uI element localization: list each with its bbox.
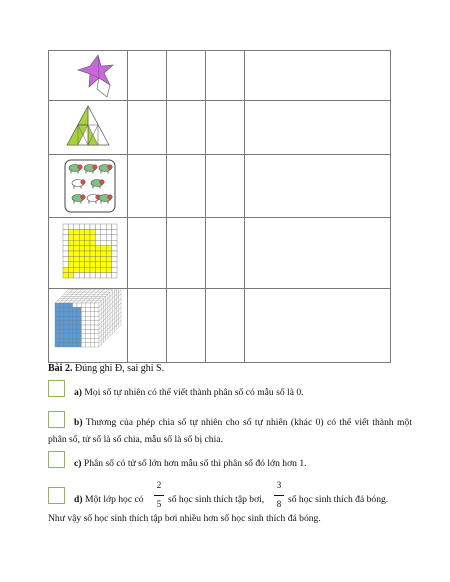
- table-cell: [206, 101, 245, 155]
- statement-c: c) Phân số có tử số lớn hơn mẫu số thì phân số đó lớn hơn 1.: [48, 451, 412, 471]
- fraction-two-fifths: $\frac{2}{5}$: [154, 477, 164, 513]
- table-cell: [245, 51, 391, 101]
- cube-figure: [49, 289, 127, 362]
- table-cell: [128, 101, 167, 155]
- statement-a: a) Mọi số tự nhiên có thể viết thành phân số có mẫu số là 0.: [48, 380, 412, 400]
- fraction-three-eighths: $\frac{3}{8}$: [274, 477, 284, 513]
- answer-checkbox-c[interactable]: [48, 451, 65, 468]
- figure-cell-cube: [49, 289, 128, 363]
- table-cell: [167, 51, 206, 101]
- table-cell: [167, 101, 206, 155]
- figure-cell-star: [49, 51, 128, 101]
- table-cell: [245, 155, 391, 218]
- table-cell: [128, 289, 167, 363]
- table-cell: [206, 51, 245, 101]
- figure-cell-grid: [49, 218, 128, 289]
- table-cell: [245, 101, 391, 155]
- statement-d: d) Một lớp học có $\frac{2}{5}$ số học sinh thích tập bơi, $\frac{3}{8}$ số học sinh thích đá bóng. Như vậy số học sinh thích tập bơi nhiều hơn số học sinh thích đá bóng.: [48, 477, 412, 527]
- answer-checkbox-d[interactable]: [48, 487, 65, 504]
- answer-checkbox-a[interactable]: [48, 380, 65, 397]
- exercise-title: Bài 2. Đúng ghi Đ, sai ghi S.: [48, 363, 165, 374]
- figure-cell-elephants: [49, 155, 128, 218]
- grid-figure: [49, 218, 127, 288]
- statement-b: b) Thương của phép chia số tự nhiên cho số tự nhiên (khác 0) có thể viết thành một phân số, tử số là số chia, mẫu số là số bị chia.: [48, 411, 412, 448]
- fraction-figure-table: [48, 50, 391, 363]
- elephant-figure: [49, 155, 127, 217]
- answer-checkbox-b[interactable]: [48, 411, 65, 428]
- table-cell: [167, 218, 206, 289]
- table-cell: [167, 155, 206, 218]
- table-cell: [128, 51, 167, 101]
- figure-cell-triangle: [49, 101, 128, 155]
- table-cell: [167, 289, 206, 363]
- table-cell: [206, 155, 245, 218]
- table-cell: [206, 218, 245, 289]
- table-cell: [128, 155, 167, 218]
- table-cell: [245, 218, 391, 289]
- star-figure: [49, 51, 127, 100]
- table-cell: [128, 218, 167, 289]
- table-cell: [206, 289, 245, 363]
- table-cell: [245, 289, 391, 363]
- triangle-figure: [49, 101, 127, 154]
